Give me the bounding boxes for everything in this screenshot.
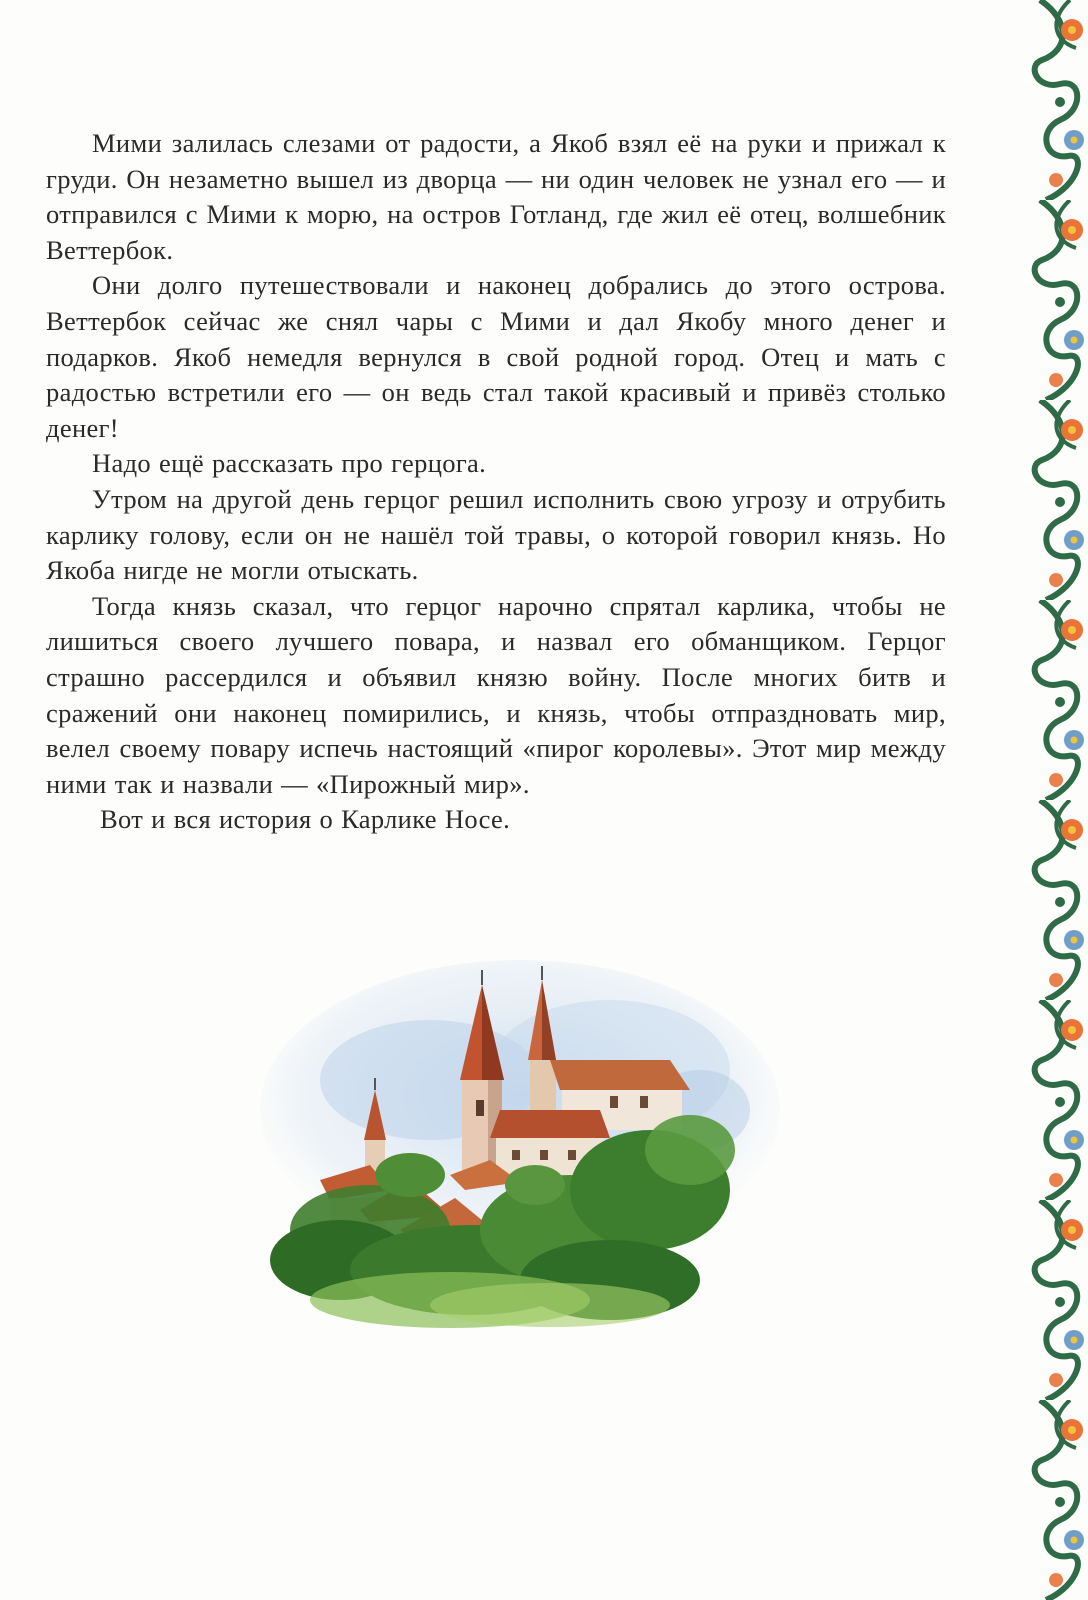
paragraph-1: Мими залилась слезами от радости, а Якоб взял её на руки и прижал к груди. Он незаметно вышел из дворца — ни один человек не узнал его — и отправился с Мими к морю, на остров Готланд, где жил её отец, волшебник Веттербок. (46, 128, 946, 265)
paragraph-3: Надо ещё рассказать про герцога. (92, 448, 487, 479)
castle-illustration (250, 960, 780, 1360)
paragraph-5: Тогда князь сказал, что герцог нарочно спрятал карлика, чтобы не лишиться своего лучшего повара, и назвал его обманщиком. Герцог страшно рассердился и объявил князю войну. После многих битв и сражений они наконец помирились, и князь, чтобы отпраздновать мир, велел своему повару испечь настоящий «пирог королевы». Этот мир между ними так и назвали — «Пирожный мир». (46, 590, 946, 799)
paragraph-4: Утром на другой день герцог решил исполнить свою угрозу и отрубить карлику голову, если он не нашёл той травы, о которой говорил князь. Но Якоба нигде не могли отыскать. (46, 483, 946, 586)
decorative-border (1030, 0, 1088, 1600)
paragraph-6: Вот и вся история о Карлике Носе. (100, 804, 511, 835)
story-text (46, 126, 946, 838)
paragraph-2: Они долго путешествовали и наконец добрались до этого острова. Веттербок сейчас же снял чары с Мими и дал Якобу много денег и подарков. Якоб немедля вернулся в свой родной город. Отец и мать с радостью встретили его — он ведь стал такой красивый и привёз столько денег! (46, 270, 946, 443)
